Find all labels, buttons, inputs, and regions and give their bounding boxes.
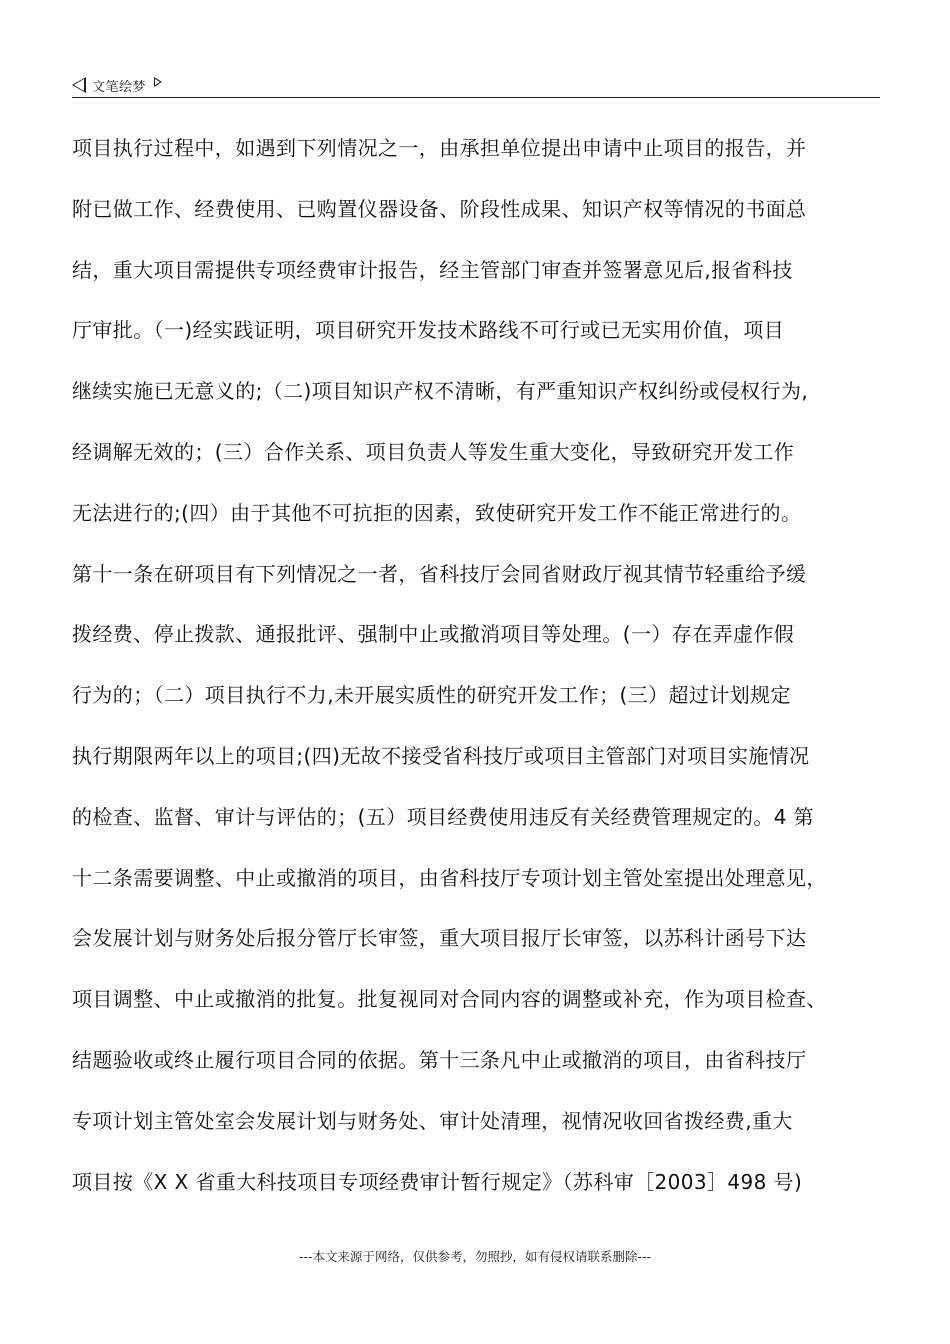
left-triangle-icon xyxy=(72,77,86,93)
document-body xyxy=(72,118,880,1212)
body-line: 项目按《X X 省重大科技项目专项经费审计暂行规定》（苏科审［2003］498 号) xyxy=(72,1169,803,1194)
body-line: 的检查、监督、审计与评估的；(五）项目经费使用违反有关经费管理规定的。4 第 xyxy=(72,804,815,829)
body-line: 结，重大项目需提供专项经费审计报告，经主管部门审查并签署意见后,报省科技 xyxy=(72,257,793,282)
body-line: 结题验收或终止履行项目合同的依据。第十三条凡中止或撤消的项目，由省科技厅 xyxy=(72,1047,807,1072)
right-triangle-icon xyxy=(154,77,162,87)
body-line: 拨经费、停止拨款、通报批评、强制中止或撤消项目等处理。(一）存在弄虚作假 xyxy=(72,622,795,647)
page-header xyxy=(72,74,880,96)
page-footer: ---本文来源于网络，仅供参考，勿照抄，如有侵权请联系删除--- xyxy=(298,1249,652,1264)
header-divider xyxy=(72,97,880,98)
body-line: 无法进行的;(四）由于其他不可抗拒的因素，致使研究开发工作不能正常进行的。 xyxy=(72,500,802,525)
body-line: 第十一条在研项目有下列情况之一者，省科技厅会同省财政厅视其情节轻重给予缓 xyxy=(72,561,807,586)
body-line: 继续实施已无意义的;（二)项目知识产权不清晰，有严重知识产权纠纷或侵权行为, xyxy=(72,379,809,404)
body-line: 执行期限两年以上的项目;(四)无故不接受省科技厅或项目主管部门对项目实施情况 xyxy=(72,743,810,768)
body-line: 专项计划主管处室会发展计划与财务处、审计处清理，视情况收回省拨经费,重大 xyxy=(72,1108,793,1133)
body-line: 会发展计划与财务处后报分管厅长审签，重大项目报厅长审签，以苏科计函号下达 xyxy=(72,926,807,951)
body-line: 十二条需要调整、中止或撤消的项目，由省科技厅专项计划主管处室提出处理意见， xyxy=(72,865,827,890)
body-line: 附已做工作、经费使用、已购置仪器设备、阶段性成果、知识产权等情况的书面总 xyxy=(72,196,807,221)
body-line: 厅审批。（一)经实践证明，项目研究开发技术路线不可行或已无实用价值，项目 xyxy=(72,318,785,343)
body-line: 行为的；（二）项目执行不力,未开展实质性的研究开发工作；(三）超过计划规定 xyxy=(72,683,791,708)
body-line: 项目执行过程中，如遇到下列情况之一，由承担单位提出申请中止项目的报告，并 xyxy=(72,136,807,160)
header-title: 文笔绘梦 xyxy=(92,79,147,95)
body-line: 项目调整、中止或撤消的批复。批复视同对合同内容的调整或补充，作为项目检查、 xyxy=(72,987,827,1012)
body-line: 经调解无效的；(三）合作关系、项目负责人等发生重大变化，导致研究开发工作 xyxy=(72,439,795,464)
